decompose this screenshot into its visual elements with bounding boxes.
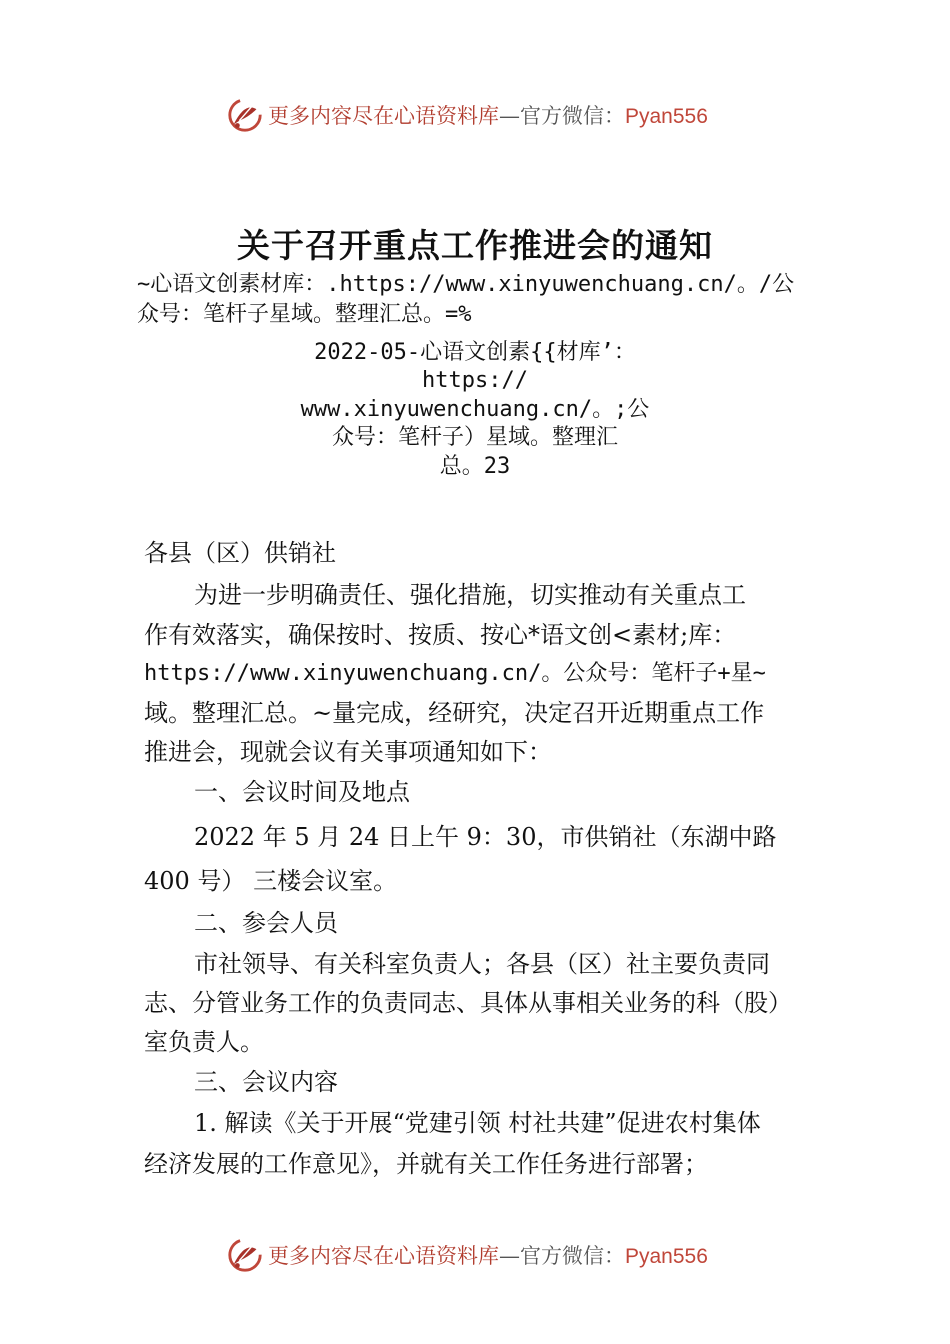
- section-heading-3: 三、会议内容: [194, 1068, 338, 1096]
- paragraph-3-line-1: 市社领导、有关科室负责人；各县（区）社主要负责同: [194, 950, 770, 978]
- date-line-3: www.xinyuwenchuang.cn/。;公: [300, 397, 650, 422]
- paragraph-1-line-4: 域。整理汇总。~量完成，经研究，决定召开近期重点工作: [144, 699, 765, 727]
- header-banner: [0, 92, 950, 138]
- paragraph-2-line-2: 400 号） 三楼会议室。: [144, 867, 398, 895]
- source-line-2: 众号：笔杆子星域。整理汇总。=%: [137, 302, 472, 327]
- banner-wechat-label: 官方微信：: [520, 104, 625, 128]
- date-line-1: 2022-05-心语文创素{{材库’：: [314, 340, 636, 365]
- banner-separator: —: [499, 1244, 520, 1268]
- paragraph-4-line-2: 经济发展的工作意见》，并就有关工作任务进行部署；: [144, 1150, 708, 1178]
- pen-swirl-logo-icon: [226, 1236, 264, 1274]
- banner-text: [268, 1240, 708, 1270]
- paragraph-3-line-2: 志、分管业务工作的负责同志、具体从事相关业务的科（股）: [144, 989, 792, 1017]
- source-line-1: ~心语文创素材库：.https://www.xinyuwenchuang.cn/。/公: [137, 272, 795, 297]
- pen-swirl-logo-icon: [226, 96, 264, 134]
- banner-slogan: 更多内容尽在心语资料库: [268, 104, 499, 128]
- footer-banner: [0, 1232, 950, 1278]
- date-line-2: https://: [422, 368, 528, 393]
- paragraph-1-line-3: https://www.xinyuwenchuang.cn/。公众号：笔杆子+星~: [144, 661, 766, 686]
- date-line-5: 总。23: [439, 454, 511, 479]
- banner-wechat-label: 官方微信：: [520, 1244, 625, 1268]
- banner-wechat-id: Pyan556: [625, 105, 708, 128]
- paragraph-1-line-5: 推进会，现就会议有关事项通知如下：: [144, 738, 552, 766]
- paragraph-1-line-2: 作有效落实，确保按时、按质、按心*语文创<素材;库：: [144, 621, 737, 649]
- document-title: 关于召开重点工作推进会的通知: [237, 226, 713, 265]
- banner-slogan: 更多内容尽在心语资料库: [268, 1244, 499, 1268]
- section-heading-2: 二、参会人员: [194, 909, 338, 937]
- banner-text: [268, 100, 708, 130]
- banner-wechat-id: Pyan556: [625, 1245, 708, 1268]
- paragraph-1-line-1: 为进一步明确责任、强化措施，切实推动有关重点工: [194, 581, 746, 609]
- paragraph-3-line-3: 室负责人。: [144, 1028, 264, 1056]
- date-line-4: 众号：笔杆子）星域。整理汇: [331, 425, 618, 450]
- paragraph-2-line-1: 2022 年 5 月 24 日上午 9：30，市供销社（东湖中路: [194, 823, 777, 851]
- banner-separator: —: [499, 104, 520, 128]
- section-heading-1: 一、会议时间及地点: [194, 778, 410, 806]
- paragraph-4-line-1: 1. 解读《关于开展“党建引领 村社共建”促进农村集体: [194, 1109, 761, 1137]
- addressee: 各县（区）供销社: [144, 539, 336, 567]
